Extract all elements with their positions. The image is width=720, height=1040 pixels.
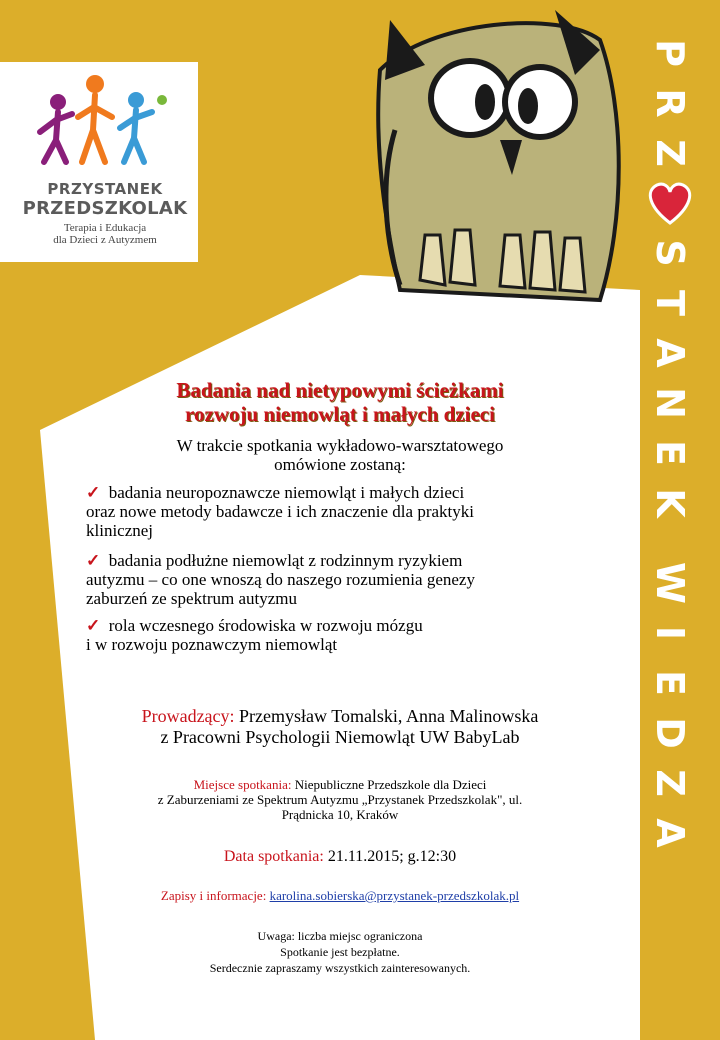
topic-line: zaburzeń ze spektrum autyzmu xyxy=(86,589,297,608)
logo-panel xyxy=(0,62,198,262)
date-value: 21.11.2015; g.12:30 xyxy=(327,848,457,865)
side-letter: I xyxy=(648,625,692,641)
venue-line1: Niepubliczne Przedszkole dla Dzieci xyxy=(294,777,487,792)
side-letter: A xyxy=(648,338,692,368)
side-letter: T xyxy=(648,290,692,316)
intro-line2: omówione zostaną: xyxy=(274,455,406,474)
venue-line3: Prądnicka 10, Kraków xyxy=(281,807,399,822)
check-icon: ✓ xyxy=(86,616,101,635)
venue xyxy=(60,777,620,822)
side-letter: E xyxy=(648,670,692,696)
note-line: Spotkanie jest bezpłatne. xyxy=(280,945,400,959)
side-letter: K xyxy=(648,488,692,518)
contact-email-link[interactable]: karolina.sobierska@przystanek-przedszkolak.pl xyxy=(269,888,520,903)
logo-subtitle-line1: Terapia i Edukacja xyxy=(63,222,147,234)
owl-eye-left xyxy=(434,64,506,132)
event-title-line1: Badania nad nietypowymi ścieżkami xyxy=(176,378,504,402)
side-letter: A xyxy=(648,818,692,848)
side-letter: D xyxy=(648,717,692,749)
side-letter: S xyxy=(648,239,692,267)
event-title-line2: rozwoju niemowląt i małych dzieci xyxy=(185,402,495,426)
topic-line: klinicznej xyxy=(86,521,154,540)
owl-pupil-right xyxy=(518,88,538,124)
presenters-names: Przemysław Tomalski, Anna Malinowska xyxy=(239,706,539,726)
owl-illustration xyxy=(378,10,619,300)
logo-subtitle-line2: dla Dzieci z Autyzmem xyxy=(53,234,157,246)
contact xyxy=(60,888,620,904)
topic-item xyxy=(86,551,606,608)
presenters-org: z Pracowni Psychologii Niemowląt UW BabyLab xyxy=(160,727,520,747)
check-icon: ✓ xyxy=(86,483,101,502)
logo-title-line2: PRZEDSZKOLAK xyxy=(22,198,188,219)
owl-eye-right xyxy=(508,70,572,134)
owl-pupil-left xyxy=(475,84,495,120)
event-intro xyxy=(60,436,620,474)
side-letter: Z xyxy=(648,139,692,167)
heart-icon xyxy=(640,178,700,228)
side-lettering xyxy=(640,28,700,1038)
topic-line: rola wczesnego środowiska w rozwoju mózgu xyxy=(108,616,423,635)
event-title xyxy=(60,378,620,426)
check-icon: ✓ xyxy=(86,551,101,570)
intro-line1: W trakcie spotkania wykładowo-warsztatowego xyxy=(176,436,504,455)
venue-label: Miejsce spotkania: xyxy=(193,777,292,792)
venue-line2: z Zaburzeniami ze Spektrum Autyzmu „Przystanek Przedszkolak", ul. xyxy=(157,792,523,807)
side-letter: Z xyxy=(648,769,692,797)
date-label: Data spotkania: xyxy=(223,848,324,865)
topic-line: badania podłużne niemowląt z rodzinnym ryzykiem xyxy=(108,551,463,570)
presenters xyxy=(60,706,620,748)
contact-label: Zapisy i informacje: xyxy=(160,888,267,903)
side-letter: R xyxy=(648,88,692,118)
children-logo-icon xyxy=(0,62,198,177)
topic-line: badania neuropoznawcze niemowląt i małych dzieci xyxy=(108,483,465,502)
event-date xyxy=(60,848,620,866)
topic-item xyxy=(86,616,606,654)
topic-line: autyzmu – co one wnoszą do naszego rozumienia genezy xyxy=(86,570,475,589)
presenters-label: Prowadzący: xyxy=(141,706,235,726)
side-letter: P xyxy=(648,39,692,67)
logo-title-line1: PRZYSTANEK xyxy=(47,180,163,198)
side-letter: E xyxy=(648,440,692,466)
topic-line: i w rozwoju poznawczym niemowląt xyxy=(86,635,338,654)
topic-line: oraz nowe metody badawcze i ich znaczenie dla praktyki xyxy=(86,502,474,521)
notes xyxy=(60,928,620,976)
side-letter: W xyxy=(648,562,692,604)
topic-item xyxy=(86,483,606,540)
side-letter: N xyxy=(648,387,692,419)
note-line: Serdecznie zapraszamy wszystkich zainteresowanych. xyxy=(209,961,471,975)
note-line: Uwaga: liczba miejsc ograniczona xyxy=(257,929,423,943)
